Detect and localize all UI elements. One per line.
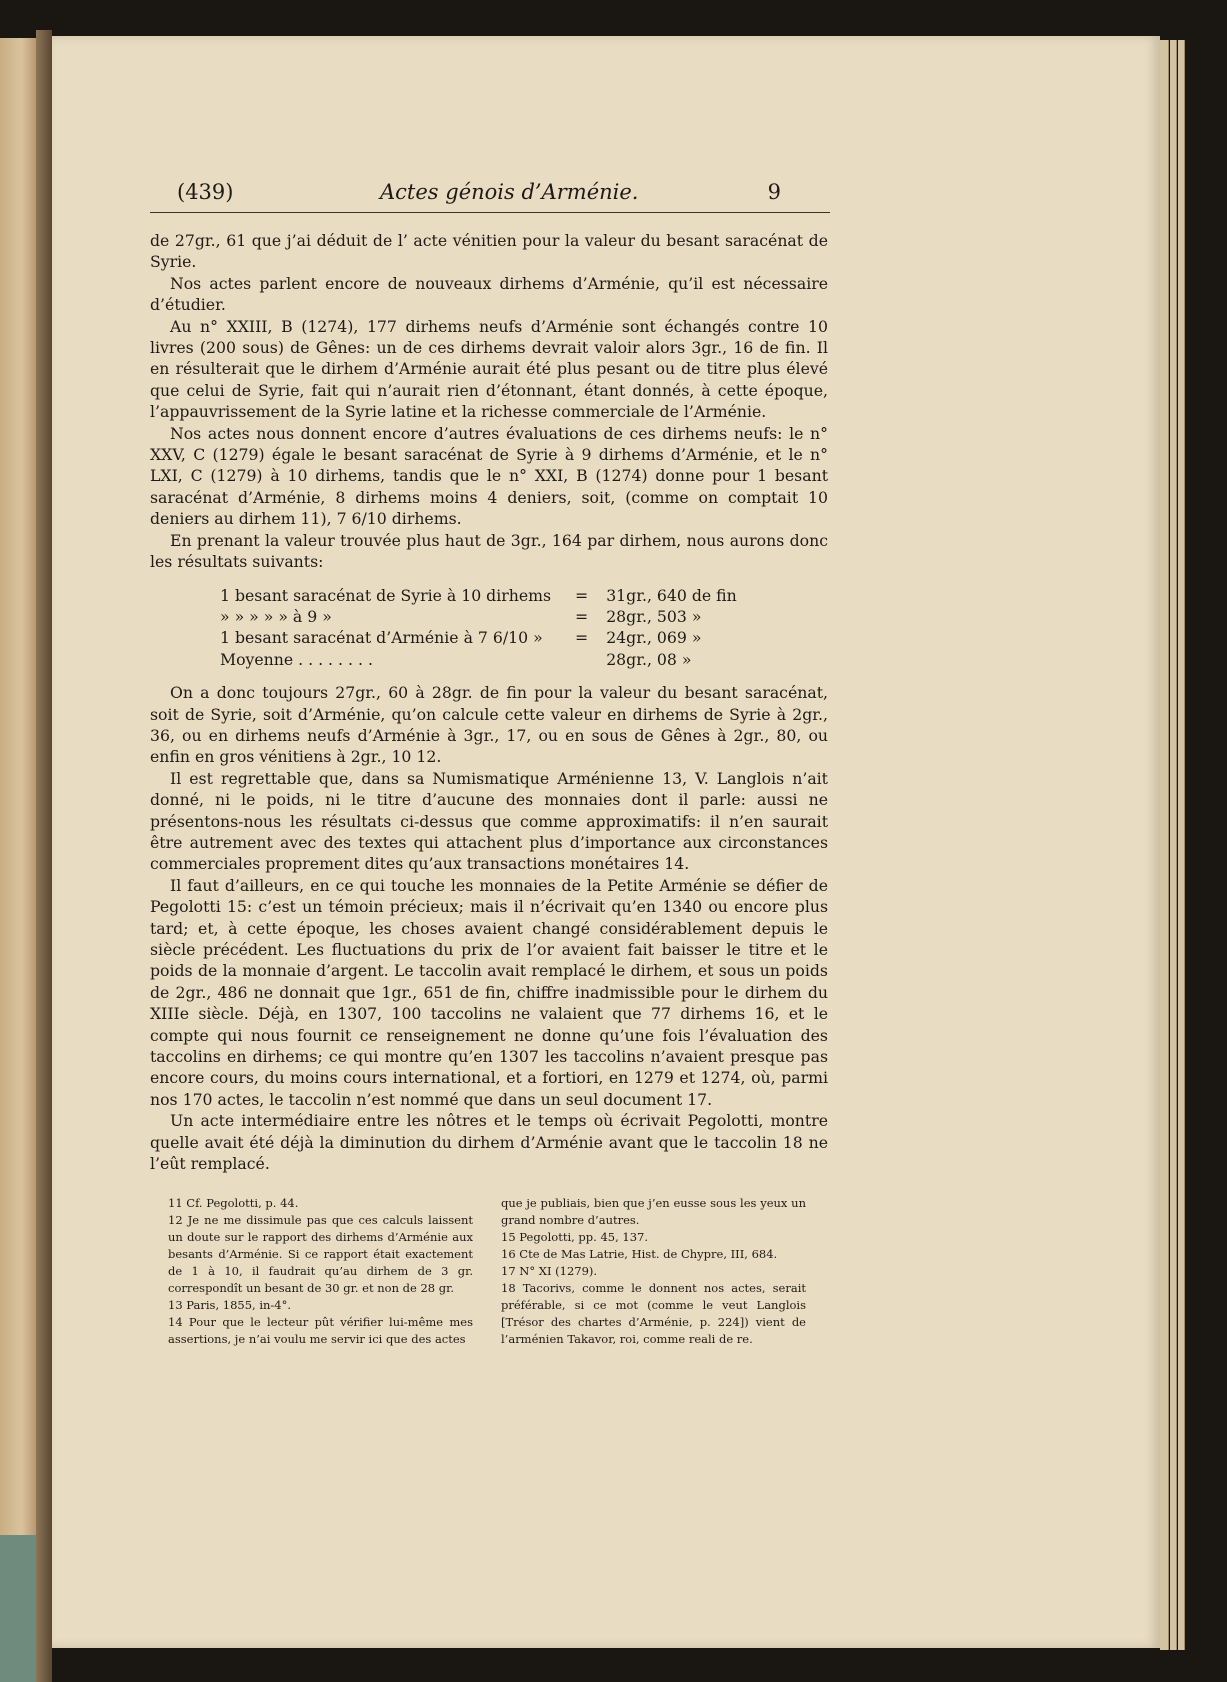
footnote: 14 Pour que le lecteur pût vérifier lui-même mes assertions, je n’ai voulu me servir ici que des actes: [168, 1315, 473, 1346]
footnote: 11 Cf. Pegolotti, p. 44.: [168, 1196, 299, 1210]
paragraph: Nos actes nous donnent encore d’autres évaluations de ces dirhems neufs: le n° XXV, C (1279) égale le besant saracénat de Syrie à 9 dirhems d’Arménie, et le n° LXI, C (1279) à 10 dirhems, tandis que le n° XXI, B (1274) donne pour 1 besant saracénat d’Arménie, 8 dirhems moins 4 deniers, soit, (comme on comptait 10 deniers au dirhem 11), 7 6/10 dirhems.: [150, 423, 828, 529]
paragraph: Nos actes parlent encore de nouveaux dirhems d’Arménie, qu’il est nécessaire d’étudier.: [150, 273, 828, 315]
table-row: [220, 627, 743, 648]
page-reference: (439): [177, 180, 234, 204]
paragraph: En prenant la valeur trouvée plus haut de 3gr., 164 par dirhem, nous aurons donc les résultats suivants:: [150, 530, 828, 572]
paragraph: Un acte intermédiaire entre les nôtres et le temps où écrivait Pegolotti, montre quelle avait été déjà la diminution du dirhem d’Arménie avant que le taccolin 18 ne l’eût remplacé.: [150, 1111, 828, 1174]
valuation-table: [220, 585, 743, 671]
table-label: 1 besant saracénat d’Arménie à 7 6/10 »: [220, 628, 543, 648]
page-edge: [1160, 40, 1169, 1650]
footnote: que je publiais, bien que j’en eusse sous les yeux un grand nombre d’autres.: [501, 1196, 806, 1227]
running-title: Actes génois d’Arménie.: [380, 180, 639, 204]
bookmark-tab: [0, 1535, 40, 1682]
main-text: [150, 230, 828, 1174]
page-edge: [1170, 40, 1177, 1650]
header-rule: [150, 212, 830, 213]
paragraph: On a donc toujours 27gr., 60 à 28gr. de fin pour la valeur du besant saracénat, soit de Syrie, soit d’Arménie, qu’on calcule cette valeur en dirhems de Syrie à 2gr., 36, ou en dirhems neufs d’Arménie à 3gr., 17, ou en sous de Gênes à 2gr., 80, ou enfin en gros vénitiens à 2gr., 10 12.: [150, 683, 828, 767]
table-row: [220, 585, 743, 606]
table-value: 28gr., 503 »: [606, 606, 702, 626]
table-row: [220, 606, 743, 627]
book-spine: [36, 30, 52, 1682]
footnote: 17 N° XI (1279).: [501, 1264, 598, 1278]
table-label: 1 besant saracénat de Syrie à 10 dirhems: [220, 585, 552, 605]
footnote: 12 Je ne me dissimule pas que ces calculs laissent un doute sur le rapport des dirhems d’Arménie aux besants d’Arménie. Si ce rapport était exactement de 1 à 10, il faudrait qu’au dirhem de 3 gr. correspondît un besant de 30 gr. et non de 28 gr.: [168, 1213, 473, 1295]
left-page-edge: [0, 38, 36, 1682]
footnote: 13 Paris, 1855, in-4°.: [168, 1298, 292, 1312]
page-edge: [1178, 40, 1185, 1650]
table-label: » » » » » à 9 »: [220, 606, 332, 626]
footnote: 16 Cte de Mas Latrie, Hist. de Chypre, III, 684.: [501, 1247, 778, 1261]
paragraph: Au n° XXIII, B (1274), 177 dirhems neufs d’Arménie sont échangés contre 10 livres (200 sous) de Gênes: un de ces dirhems devrait valoir alors 3gr., 16 de fin. Il en résulterait que le dirhem d’Arménie aurait été plus pesant ou de titre plus élevé que celui de Syrie, fait qui n’aurait rien d’étonnant, étant donnés, à cette époque, l’appauvrissement de la Syrie latine et la richesse commerciale de l’Arménie.: [150, 316, 828, 422]
paragraph: Il est regrettable que, dans sa Numismatique Arménienne 13, V. Langlois n’ait donné, ni le poids, ni le titre d’aucune des monnaies dont il parle: aussi ne présentons-nous les résultats ci-dessus que comme approximatifs: il n’en saurait être autrement avec des textes qui attachent plus d’importance aux circonstances commerciales proprement dites qu’aux transactions monétaires 14.: [150, 768, 828, 874]
footnote: 15 Pegolotti, pp. 45, 137.: [501, 1230, 649, 1244]
footnotes-left-column: [168, 1195, 473, 1348]
table-value: 28gr., 08 »: [606, 649, 692, 669]
table-equals: [557, 649, 606, 670]
table-row: [220, 649, 743, 670]
table-equals: =: [575, 628, 589, 648]
footnote: 18 Tacorivs, comme le donnent nos actes, serait préférable, si ce mot (comme le veut Langlois [Trésor des chartes d’Arménie, p. 224]) vient de l’arménien Takavor, roi, comme reali de re.: [501, 1281, 806, 1346]
running-header: [177, 180, 803, 210]
table-equals: =: [575, 585, 589, 605]
table-equals: =: [575, 606, 589, 626]
table-value: 31gr., 640 de fin: [606, 585, 737, 605]
paragraph: Il faut d’ailleurs, en ce qui touche les monnaies de la Petite Arménie se défier de Pegolotti 15: c’est un témoin précieux; mais il n’écrivait qu’en 1340 ou encore plus tard; et, à cette époque, les choses avaient changé considérablement depuis le siècle précédent. Les fluctuations du prix de l’or avaient fait baisser le titre et le poids de la monnaie d’argent. Le taccolin avait remplacé le dirhem, et sous un poids de 2gr., 486 ne donnait que 1gr., 651 de fin, chiffre inadmissible pour le dirhem du XIIIe siècle. Déjà, en 1307, 100 taccolins ne valaient que 77 dirhems 16, et le compte qui nous fournit ce renseignement ne donne qu’une fois l’évaluation des taccolins en dirhems; ce qui montre qu’en 1307 les taccolins n’avaient presque pas encore cours, du moins cours international, et a fortiori, en 1279 et 1274, où, parmi nos 170 actes, le taccolin n’est nommé que dans un seul document 17.: [150, 875, 828, 1109]
folio-number: 9: [767, 180, 781, 204]
footnotes-right-column: [501, 1195, 806, 1348]
table-value: 24gr., 069 »: [606, 628, 702, 648]
paragraph: de 27gr., 61 que j’ai déduit de l’ acte vénitien pour la valeur du besant saracénat de Syrie.: [150, 231, 828, 272]
table-label: Moyenne . . . . . . . .: [220, 649, 373, 669]
